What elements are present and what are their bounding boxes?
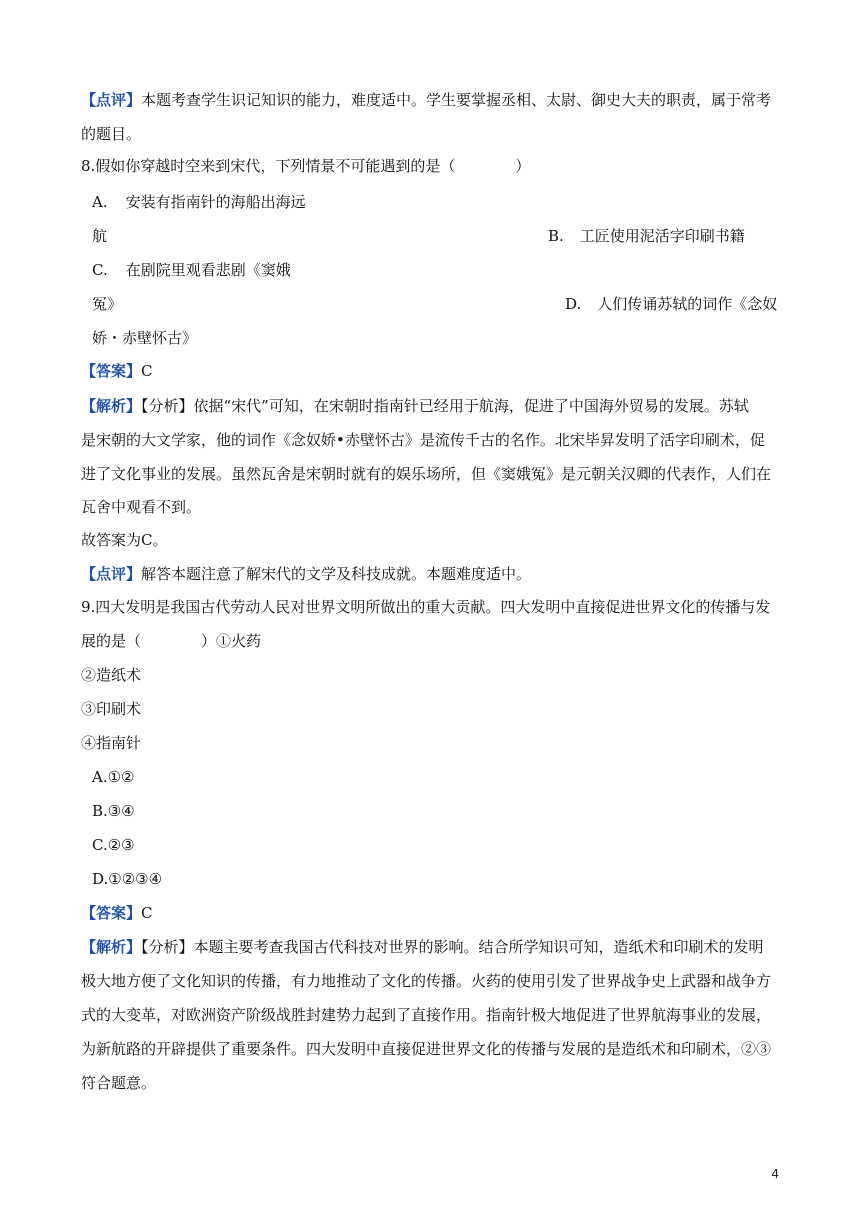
review-tag: 【点评】 [81,565,142,583]
review-line: 【点评】解答本题注意了解宋代的文学及科技成就。本题难度适中。 [81,565,532,583]
answer-tag: 【答案】 [81,904,142,922]
option-a: A.①② [92,768,135,786]
item-2: ②造纸术 [81,666,142,684]
option-d: D.①②③④ [92,870,163,888]
option-b: B.③④ [92,802,135,820]
item-4: ④指南针 [81,734,142,752]
option-c: C. 在剧院里观看悲剧《窦娥 [92,261,291,279]
question-9-stem: 9.四大发明是我国古代劳动人民对世界文明所做出的重大贡献。四大发明中直接促进世界文化的传播与发 [81,598,771,616]
option-d: D. 人们传诵苏轼的词作《念奴 [565,295,778,313]
analysis-tag: 【解析】 [81,938,142,956]
analysis-line-2: 极大地方便了文化知识的传播，有力地推动了文化的传播。火药的使用引发了世界战争史上武器和战争方 [81,972,772,990]
answer-line: 【答案】C [81,362,153,380]
conclusion-line: 故答案为C。 [81,531,168,549]
item-3: ③印刷术 [81,700,142,718]
answer-tag: 【答案】 [81,362,142,380]
analysis-line-1: 【解析】【分析】依据“宋代”可知，在宋朝时指南针已经用于航海，促进了中国海外贸易的发展。苏轼 [81,397,749,415]
review-text: 本题考查学生识记知识的能力，难度适中。学生要掌握丞相、太尉、御史大夫的职责，属于常考 [141,91,772,109]
page-number: 4 [771,1167,779,1181]
option-d-continued: 娇・赤壁怀古》 [92,329,198,347]
answer-line: 【答案】C [81,904,153,922]
question-9-stem-continued: 展的是（ ）①火药 [81,632,262,650]
analysis-line-4: 瓦舍中观看不到。 [81,498,202,516]
option-b: B. 工匠使用泥活字印刷书籍 [548,227,745,245]
option-c-continued: 冤》 [92,295,123,313]
option-c: C.②③ [92,836,135,854]
analysis-line-3: 进了文化事业的发展。虽然瓦舍是宋朝时就有的娱乐场所，但《窦娥冤》是元朝关汉卿的代表作，人们在 [81,465,772,483]
analysis-line-5: 符合题意。 [81,1074,157,1092]
review-line [81,90,771,110]
option-a: A. 安装有指南针的海船出海远 [92,193,306,211]
analysis-line-4: 为新航路的开辟提供了重要条件。四大发明中直接促进世界文化的传播与发展的是造纸术和印刷术，②③ [81,1040,772,1058]
review-tag: 【点评】 [81,91,142,109]
analysis-tag: 【解析】 [81,397,142,415]
analysis-line-1: 【解析】【分析】本题主要考查我国古代科技对世界的影响。结合所学知识可知，造纸术和印刷术的发明 [81,938,764,956]
review-line-continued: 的题目。 [81,125,142,143]
question-8-stem: 8.假如你穿越时空来到宋代，下列情景不可能遇到的是（ ） [81,157,531,175]
analysis-line-2: 是宋朝的大文学家，他的词作《念奴娇•赤壁怀古》是流传千古的名作。北宋毕昇发明了活字印刷术，促 [81,431,765,449]
analysis-line-3: 式的大变革，对欧洲资产阶级战胜封建势力起到了直接作用。指南针极大地促进了世界航海事业的发展， [81,1006,772,1024]
option-a-continued: 航 [92,227,108,245]
